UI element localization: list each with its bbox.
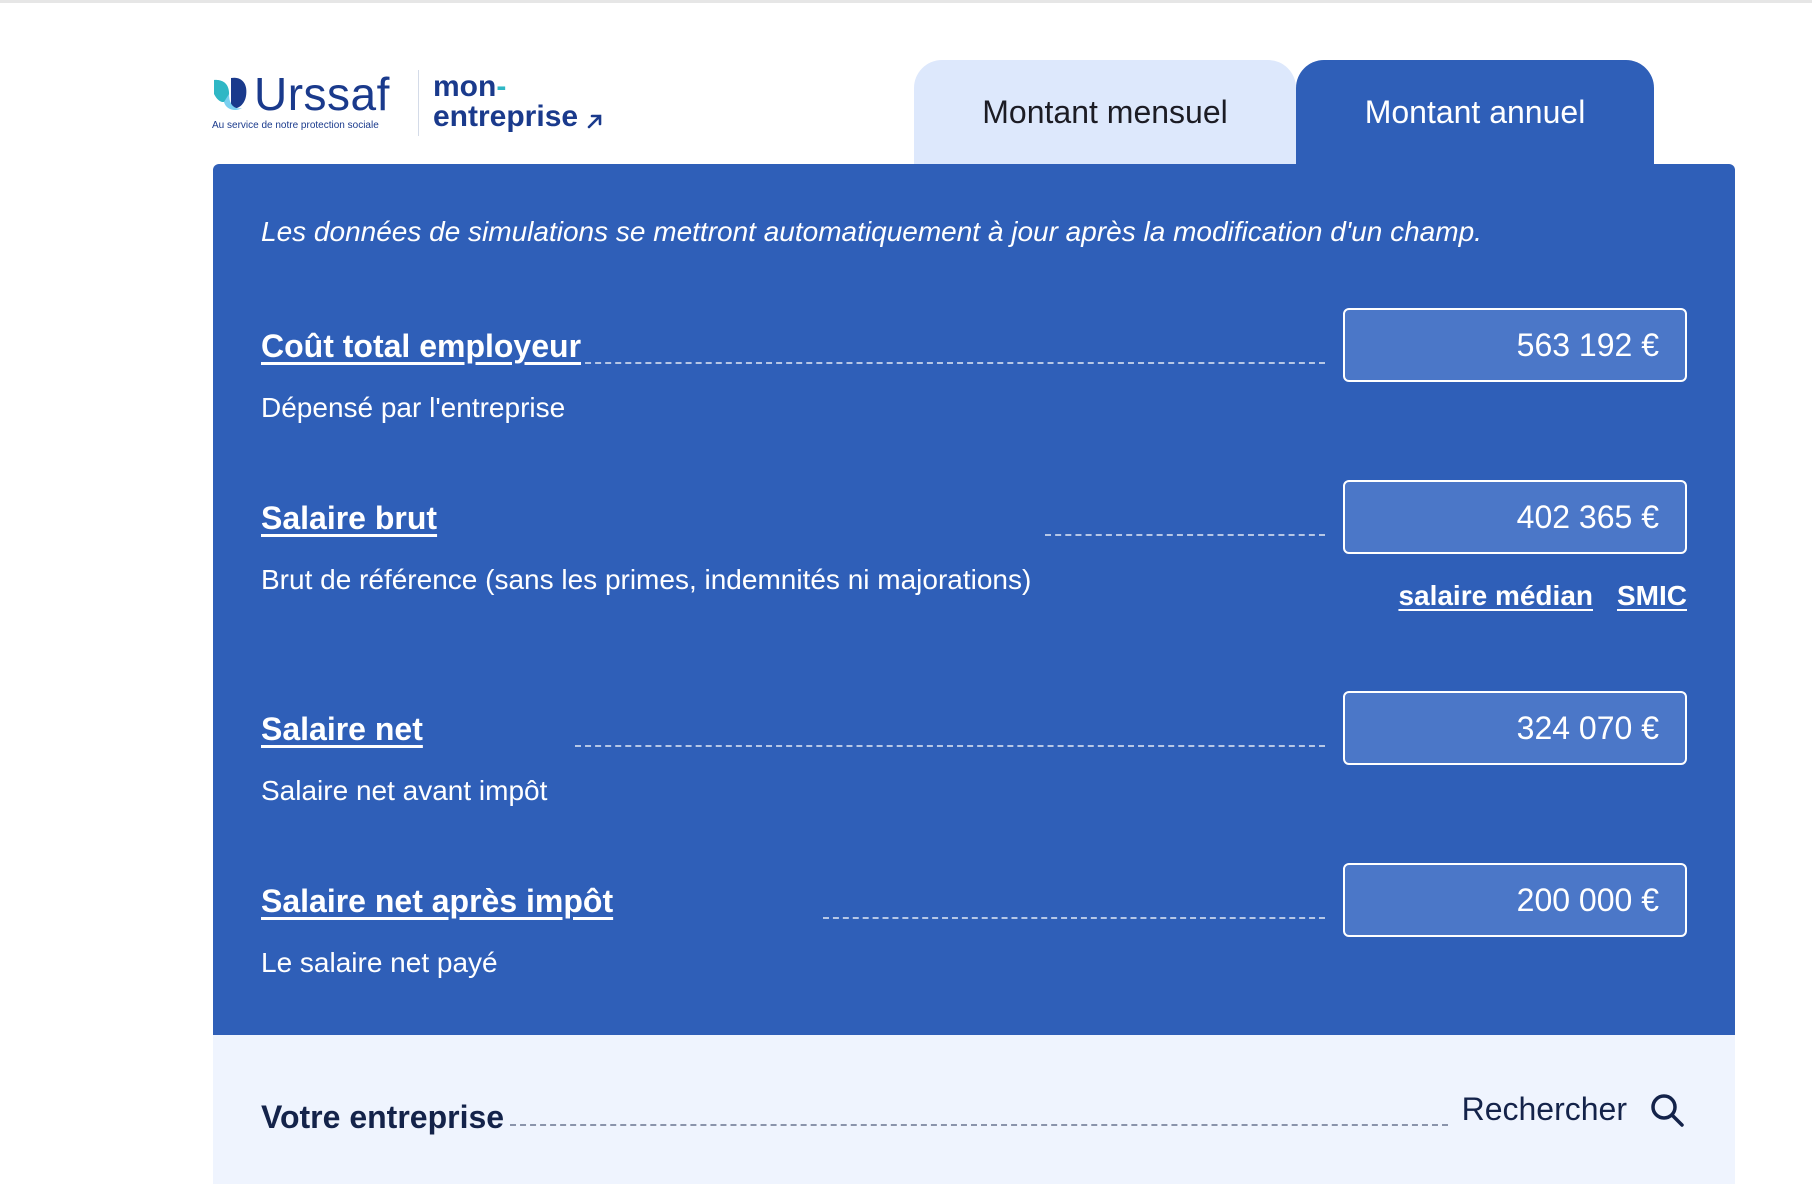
tab-annual-amount[interactable]: Montant annuel bbox=[1296, 60, 1654, 164]
search-icon bbox=[1649, 1092, 1685, 1128]
auto-update-notice: Les données de simulations se mettront automatiquement à jour après la modification d'un champ. bbox=[261, 216, 1482, 247]
field-gross-salary bbox=[261, 480, 1687, 620]
net-after-tax-label[interactable]: Salaire net après impôt bbox=[261, 883, 614, 919]
top-border bbox=[0, 0, 1812, 3]
gross-salary-quick-links bbox=[1398, 580, 1687, 612]
field-employer-cost bbox=[261, 308, 1687, 428]
company-section bbox=[213, 1035, 1735, 1184]
net-after-tax-description: Le salaire net payé bbox=[261, 947, 498, 978]
header-logos bbox=[212, 70, 604, 134]
brand-dash: - bbox=[496, 70, 507, 103]
dotted-leader bbox=[510, 1124, 1448, 1126]
company-search-button[interactable] bbox=[1462, 1091, 1685, 1128]
company-label: Votre entreprise bbox=[261, 1099, 505, 1135]
brand-line2: entreprise bbox=[433, 100, 579, 133]
simulation-panel bbox=[213, 164, 1735, 1035]
brand-line1: mon bbox=[433, 70, 497, 103]
urssaf-logo[interactable] bbox=[212, 70, 396, 131]
employer-cost-label[interactable]: Coût total employeur bbox=[261, 328, 582, 364]
logo-divider bbox=[418, 70, 419, 136]
urssaf-wordmark: Urssaf bbox=[254, 68, 390, 120]
net-salary-label[interactable]: Salaire net bbox=[261, 711, 423, 747]
mon-entreprise-logo[interactable] bbox=[433, 70, 604, 132]
net-salary-input[interactable]: 324 070 € bbox=[1343, 691, 1687, 765]
urssaf-emblem-icon bbox=[212, 74, 250, 114]
urssaf-tagline: Au service de notre protection sociale bbox=[212, 120, 379, 131]
gross-salary-label[interactable]: Salaire brut bbox=[261, 500, 438, 536]
field-net-salary bbox=[261, 691, 1687, 811]
dotted-leader bbox=[575, 745, 1325, 747]
field-net-after-tax bbox=[261, 863, 1687, 983]
median-salary-link[interactable]: salaire médian bbox=[1398, 580, 1593, 611]
dotted-leader bbox=[575, 362, 1325, 364]
gross-salary-description: Brut de référence (sans les primes, indemnités ni majorations) bbox=[261, 564, 1032, 595]
gross-salary-input[interactable]: 402 365 € bbox=[1343, 480, 1687, 554]
smic-link[interactable]: SMIC bbox=[1617, 580, 1687, 611]
net-salary-description: Salaire net avant impôt bbox=[261, 775, 548, 806]
dotted-leader bbox=[1045, 534, 1325, 536]
search-label: Rechercher bbox=[1461, 1091, 1627, 1127]
tab-monthly-amount[interactable]: Montant mensuel bbox=[914, 60, 1296, 164]
net-after-tax-input[interactable]: 200 000 € bbox=[1343, 863, 1687, 937]
employer-cost-input[interactable]: 563 192 € bbox=[1343, 308, 1687, 382]
employer-cost-description: Dépensé par l'entreprise bbox=[261, 392, 566, 423]
dotted-leader bbox=[823, 917, 1325, 919]
external-arrow-icon bbox=[586, 112, 604, 130]
